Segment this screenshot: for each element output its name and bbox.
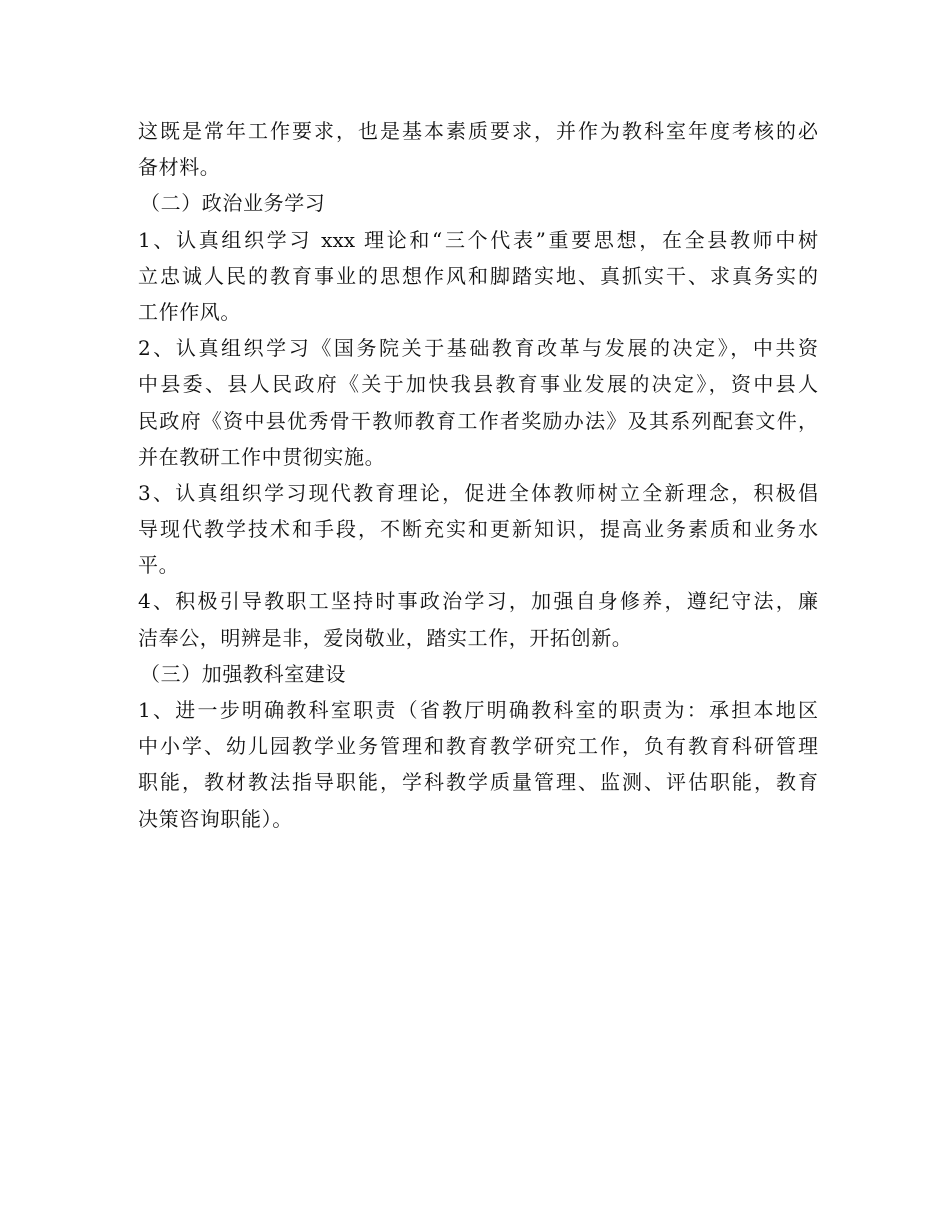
text-line: 职能，教材教法指导职能，学科教学质量管理、监测、评估职能，教育: [138, 770, 818, 795]
text-line: 导现代教学技术和手段，不断充实和更新知识，提高业务素质和业务水: [138, 517, 818, 542]
text-line: 3、认真组织学习现代教育理论，促进全体教师树立全新理念，积极倡: [138, 480, 818, 505]
text-line: 工作作风。: [138, 299, 241, 324]
text-line: 4、积极引导教职工坚持时事政治学习，加强自身修养，遵纪守法，廉: [138, 589, 818, 614]
text-line: 2、认真组织学习《国务院关于基础教育改革与发展的决定》，中共资: [138, 336, 818, 361]
text-line: 备材料。: [138, 155, 221, 180]
text-line: 决策咨询职能）。: [138, 806, 293, 831]
text-line: 民政府《资中县优秀骨干教师教育工作者奖励办法》及其系列配套文件，: [138, 408, 818, 433]
text-line: 立忠诚人民的教育事业的思想作风和脚踏实地、真抓实干、求真务实的: [138, 263, 818, 288]
text-line: 1、进一步明确教科室职责（省教厅明确教科室的职责为：承担本地区: [138, 698, 818, 722]
text-line: 1、认真组织学习 xxx 理论和“三个代表”重要思想，在全县教师中树: [138, 227, 818, 252]
text-line: 这既是常年工作要求，也是基本素质要求，并作为教科室年度考核的必: [138, 119, 818, 143]
document-page: [138, 113, 818, 837]
text-line: 洁奉公，明辨是非，爱岗敬业，踏实工作，开拓创新。: [138, 625, 633, 650]
text-line: 平。: [138, 553, 180, 578]
text-line: 并在教研工作中贯彻实施。: [138, 444, 386, 469]
text-line: 中小学、幼儿园教学业务管理和教育教学研究工作，负有教育科研管理: [138, 734, 818, 759]
section-heading: （三）加强教科室建设: [140, 661, 346, 686]
section-heading: （二）政治业务学习: [140, 191, 326, 216]
text-line: 中县委、县人民政府《关于加快我县教育事业发展的决定》，资中县人: [138, 372, 818, 397]
